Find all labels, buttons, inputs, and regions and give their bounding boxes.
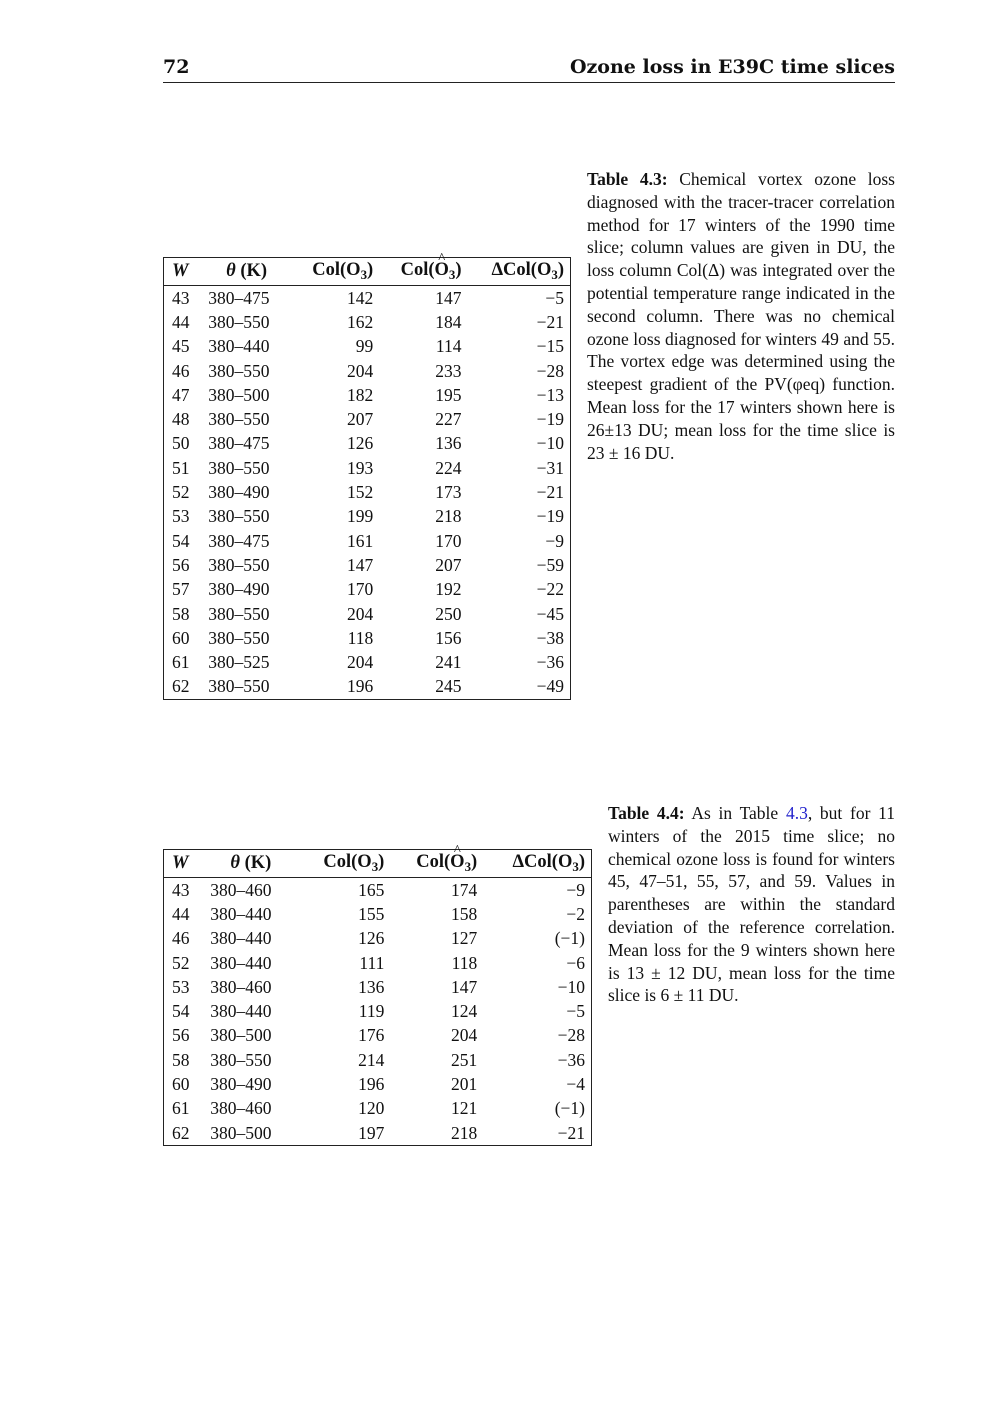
winter-cell: 46 bbox=[172, 360, 190, 381]
delta-col-cell: (−1) bbox=[554, 928, 585, 949]
table-body bbox=[164, 286, 571, 700]
delta-col-cell: −19 bbox=[536, 506, 564, 527]
table-row bbox=[164, 602, 571, 626]
theta-range-cell: 380–550 bbox=[208, 603, 270, 624]
header-winter bbox=[164, 850, 205, 878]
header-delta-col-prefix: ΔCol(O bbox=[491, 260, 552, 281]
col-o3-cell: 152 bbox=[346, 482, 374, 503]
delta-col-cell: −38 bbox=[536, 627, 564, 648]
table-row bbox=[164, 1097, 592, 1121]
table-row bbox=[164, 383, 571, 407]
theta-range-cell: 380–440 bbox=[210, 952, 272, 973]
header-col-o3-close: ) bbox=[378, 852, 385, 873]
col-o3-hat-cell: 184 bbox=[435, 311, 462, 332]
table-row bbox=[164, 999, 592, 1023]
col-o3-hat-cell: 156 bbox=[435, 627, 462, 648]
col-o3-cell: 197 bbox=[358, 1122, 385, 1143]
col-o3-hat-cell: 251 bbox=[450, 1049, 478, 1070]
header-delta-col-close: ) bbox=[557, 260, 564, 281]
col-o3-cell: 170 bbox=[346, 579, 374, 600]
col-o3-cell: 147 bbox=[346, 554, 374, 575]
winter-cell: 47 bbox=[172, 384, 190, 405]
header-delta-col bbox=[483, 850, 591, 878]
header-col-o3-hat-prefix: Col( bbox=[400, 260, 435, 281]
col-o3-cell: 214 bbox=[358, 1049, 385, 1070]
table-row bbox=[164, 975, 592, 999]
winter-cell: 56 bbox=[172, 1025, 190, 1046]
delta-col-cell: −36 bbox=[536, 652, 564, 673]
col-o3-cell: 204 bbox=[346, 603, 374, 624]
header-theta bbox=[204, 850, 297, 878]
header-winter-label: W bbox=[172, 261, 189, 281]
winter-cell: 61 bbox=[172, 652, 190, 673]
table-header-row bbox=[164, 258, 571, 286]
table-row bbox=[164, 1048, 592, 1072]
theta-range-cell: 380–475 bbox=[208, 287, 270, 308]
header-theta bbox=[202, 258, 291, 286]
delta-col-cell: −22 bbox=[536, 579, 564, 600]
col-o3-hat-cell: 170 bbox=[435, 530, 462, 551]
theta-range-cell: 380–525 bbox=[208, 652, 270, 673]
delta-col-cell: −6 bbox=[566, 952, 585, 973]
header-col-o3-hat bbox=[390, 850, 483, 878]
col-o3-cell: 196 bbox=[358, 1074, 385, 1095]
header-col-o3-hat-o: ^ O bbox=[435, 260, 449, 281]
caption-label: Table 4.3: bbox=[587, 169, 668, 189]
theta-range-cell: 380–460 bbox=[210, 879, 272, 900]
theta-range-cell: 380–550 bbox=[208, 409, 270, 430]
winter-cell: 53 bbox=[172, 506, 190, 527]
col-o3-hat-cell: 124 bbox=[450, 1001, 478, 1022]
header-col-o3-sub: 3 bbox=[360, 266, 368, 282]
table-row bbox=[164, 878, 592, 903]
delta-col-cell: −36 bbox=[557, 1049, 585, 1070]
delta-col-cell: −28 bbox=[536, 360, 564, 381]
col-o3-cell: 155 bbox=[358, 903, 385, 924]
theta-range-cell: 380–440 bbox=[210, 928, 272, 949]
header-col-o3-hat-sub: 3 bbox=[448, 266, 456, 282]
col-o3-hat-cell: 121 bbox=[450, 1098, 478, 1119]
winter-cell: 51 bbox=[172, 457, 190, 478]
col-o3-hat-cell: 204 bbox=[450, 1025, 478, 1046]
header-col-o3-sub: 3 bbox=[371, 858, 379, 874]
winter-cell: 58 bbox=[172, 603, 190, 624]
col-o3-cell: 120 bbox=[358, 1098, 385, 1119]
table-row bbox=[164, 407, 571, 431]
table-row bbox=[164, 578, 571, 602]
col-o3-cell: 162 bbox=[346, 311, 374, 332]
table-row bbox=[164, 675, 571, 700]
winter-cell: 56 bbox=[172, 554, 190, 575]
header-theta-symbol: θ bbox=[226, 261, 236, 281]
winter-cell: 62 bbox=[172, 1122, 190, 1143]
col-o3-hat-cell: 250 bbox=[435, 603, 462, 624]
col-o3-hat-cell: 233 bbox=[435, 360, 462, 381]
col-o3-hat-cell: 174 bbox=[450, 879, 478, 900]
col-o3-hat-cell: 218 bbox=[435, 506, 462, 527]
delta-col-cell: −49 bbox=[536, 676, 564, 697]
header-col-o3-hat-sub: 3 bbox=[464, 858, 472, 874]
col-o3-hat-cell: 173 bbox=[435, 482, 462, 503]
table-row bbox=[164, 650, 571, 674]
table-row bbox=[164, 626, 571, 650]
col-o3-cell: 111 bbox=[359, 952, 385, 973]
table-row bbox=[164, 359, 571, 383]
col-o3-cell: 204 bbox=[346, 652, 374, 673]
col-o3-hat-cell: 201 bbox=[450, 1074, 478, 1095]
header-col-o3-prefix: Col(O bbox=[312, 260, 361, 281]
winter-cell: 62 bbox=[172, 676, 190, 697]
header-delta-col-prefix: ΔCol(O bbox=[512, 852, 573, 873]
theta-range-cell: 380–475 bbox=[208, 433, 270, 454]
theta-range-cell: 380–550 bbox=[210, 1049, 272, 1070]
header-theta-unit: (K) bbox=[239, 853, 272, 873]
winter-cell: 54 bbox=[172, 1001, 190, 1022]
winter-cell: 43 bbox=[172, 287, 190, 308]
col-o3-cell: 165 bbox=[358, 879, 385, 900]
theta-range-cell: 380–490 bbox=[208, 579, 270, 600]
header-delta-col-close: ) bbox=[578, 852, 585, 873]
col-o3-cell: 193 bbox=[346, 457, 374, 478]
table-caption-4-3 bbox=[587, 168, 895, 464]
delta-col-cell: −28 bbox=[557, 1025, 585, 1046]
winter-cell: 60 bbox=[172, 627, 190, 648]
winter-cell: 57 bbox=[172, 579, 190, 600]
table-row bbox=[164, 1024, 592, 1048]
winter-cell: 58 bbox=[172, 1049, 190, 1070]
page-number: 72 bbox=[163, 56, 190, 78]
header-winter bbox=[164, 258, 203, 286]
table-row bbox=[164, 456, 571, 480]
header-theta-symbol: θ bbox=[230, 853, 240, 873]
caption-label: Table 4.4: bbox=[608, 803, 685, 823]
theta-range-cell: 380–550 bbox=[208, 627, 270, 648]
col-o3-cell: 99 bbox=[355, 336, 374, 357]
col-o3-cell: 199 bbox=[346, 506, 374, 527]
col-o3-hat-cell: 147 bbox=[435, 287, 462, 308]
col-o3-hat-cell: 192 bbox=[435, 579, 462, 600]
header-delta-col bbox=[468, 258, 571, 286]
delta-col-cell: −10 bbox=[557, 976, 585, 997]
theta-range-cell: 380–550 bbox=[208, 311, 270, 332]
ozone-loss-table-1990 bbox=[163, 257, 571, 700]
header-col-o3-hat-close: ) bbox=[455, 260, 462, 281]
winter-cell: 48 bbox=[172, 409, 190, 430]
header-col-o3 bbox=[291, 258, 379, 286]
header-col-o3 bbox=[297, 850, 390, 878]
col-o3-hat-cell: 227 bbox=[435, 409, 462, 430]
col-o3-cell: 119 bbox=[358, 1001, 385, 1022]
winter-cell: 44 bbox=[172, 903, 190, 924]
winter-cell: 50 bbox=[172, 433, 190, 454]
table-caption-4-4 bbox=[608, 802, 895, 1007]
theta-range-cell: 380–500 bbox=[208, 384, 270, 405]
theta-range-cell: 380–490 bbox=[210, 1074, 272, 1095]
winter-cell: 61 bbox=[172, 1098, 190, 1119]
header-delta-col-sub: 3 bbox=[551, 266, 558, 282]
table-reference-link[interactable]: 4.3 bbox=[785, 803, 808, 823]
delta-col-cell: −4 bbox=[566, 1074, 585, 1095]
table-row bbox=[164, 529, 571, 553]
col-o3-hat-cell: 114 bbox=[435, 336, 462, 357]
delta-col-cell: −13 bbox=[536, 384, 564, 405]
table-row bbox=[164, 1121, 592, 1146]
delta-col-cell: −15 bbox=[536, 336, 564, 357]
col-o3-hat-cell: 224 bbox=[435, 457, 462, 478]
col-o3-hat-cell: 245 bbox=[435, 676, 462, 697]
col-o3-hat-cell: 218 bbox=[450, 1122, 478, 1143]
caption-text-before-ref: As in Table bbox=[691, 803, 779, 823]
theta-range-cell: 380–550 bbox=[208, 676, 270, 697]
running-title: Ozone loss in E39C time slices bbox=[569, 56, 895, 78]
col-o3-cell: 142 bbox=[346, 287, 374, 308]
theta-range-cell: 380–440 bbox=[208, 336, 270, 357]
header-col-o3-hat-o: ^ O bbox=[450, 852, 464, 873]
col-o3-hat-cell: 147 bbox=[450, 976, 478, 997]
col-o3-cell: 182 bbox=[346, 384, 374, 405]
col-o3-cell: 176 bbox=[358, 1025, 385, 1046]
table-row bbox=[164, 310, 571, 334]
winter-cell: 52 bbox=[172, 952, 190, 973]
header-col-o3-hat bbox=[379, 258, 467, 286]
col-o3-cell: 136 bbox=[358, 976, 385, 997]
theta-range-cell: 380–460 bbox=[210, 976, 272, 997]
theta-range-cell: 380–475 bbox=[208, 530, 270, 551]
col-o3-hat-cell: 241 bbox=[435, 652, 462, 673]
table-row bbox=[164, 927, 592, 951]
delta-col-cell: −19 bbox=[536, 409, 564, 430]
table-header-row bbox=[164, 850, 592, 878]
delta-col-cell: −9 bbox=[566, 879, 585, 900]
caption-text-after-ref: , but for 11 winters of the 2015 time slice; no chemical ozone loss is found for winters 45, 47–51, 55, 57, and 59. Values in parentheses are within the standard deviation of the reference correlation. Mean loss for the 9 winters shown here is 13 ± 12 DU, mean loss for the time slice is 6 ± 11 DU. bbox=[608, 803, 895, 1006]
delta-col-cell: −9 bbox=[545, 530, 564, 551]
col-o3-cell: 196 bbox=[346, 676, 374, 697]
theta-range-cell: 380–550 bbox=[208, 554, 270, 575]
caption-text: Chemical vortex ozone loss diagnosed with the tracer-tracer correlation method for 17 winters of the 1990 time slice; column values are given in DU, the loss column Col(Δ) was integrated over the potential temperature range indicated in the second column. There was no chemical ozone loss diagnosed for winters 49 and 55. The vortex edge was determined using the steepest gradient of the PV(φeq) function. Mean loss for the 17 winters shown here is 26±13 DU; mean loss for the time slice is 23 ± 16 DU. bbox=[587, 169, 895, 463]
col-o3-cell: 207 bbox=[346, 409, 374, 430]
theta-range-cell: 380–550 bbox=[208, 457, 270, 478]
delta-col-cell: −10 bbox=[536, 433, 564, 454]
winter-cell: 45 bbox=[172, 336, 190, 357]
col-o3-hat-cell: 158 bbox=[450, 903, 478, 924]
col-o3-cell: 126 bbox=[358, 928, 385, 949]
col-o3-hat-cell: 118 bbox=[451, 952, 478, 973]
table-row bbox=[164, 335, 571, 359]
table-row bbox=[164, 951, 592, 975]
delta-col-cell: −31 bbox=[536, 457, 564, 478]
col-o3-hat-cell: 136 bbox=[435, 433, 462, 454]
table-row bbox=[164, 505, 571, 529]
theta-range-cell: 380–550 bbox=[208, 506, 270, 527]
header-delta-col-sub: 3 bbox=[572, 858, 579, 874]
table-row bbox=[164, 902, 592, 926]
delta-col-cell: −21 bbox=[536, 311, 564, 332]
header-col-o3-hat-close: ) bbox=[471, 852, 478, 873]
col-o3-hat-cell: 207 bbox=[435, 554, 462, 575]
winter-cell: 60 bbox=[172, 1074, 190, 1095]
theta-range-cell: 380–550 bbox=[208, 360, 270, 381]
header-col-o3-hat-prefix: Col( bbox=[416, 852, 451, 873]
table-row bbox=[164, 480, 571, 504]
theta-range-cell: 380–490 bbox=[208, 482, 270, 503]
table-row bbox=[164, 1072, 592, 1096]
col-o3-cell: 204 bbox=[346, 360, 374, 381]
ozone-loss-table-2015 bbox=[163, 849, 592, 1146]
table-row bbox=[164, 286, 571, 311]
col-o3-cell: 118 bbox=[347, 627, 374, 648]
winter-cell: 53 bbox=[172, 976, 190, 997]
delta-col-cell: (−1) bbox=[554, 1098, 585, 1119]
theta-range-cell: 380–500 bbox=[210, 1122, 272, 1143]
theta-range-cell: 380–440 bbox=[210, 1001, 272, 1022]
theta-range-cell: 380–500 bbox=[210, 1025, 272, 1046]
winter-cell: 44 bbox=[172, 311, 190, 332]
delta-col-cell: −5 bbox=[566, 1001, 585, 1022]
delta-col-cell: −2 bbox=[566, 903, 585, 924]
delta-col-cell: −45 bbox=[536, 603, 564, 624]
header-col-o3-close: ) bbox=[367, 260, 374, 281]
winter-cell: 46 bbox=[172, 928, 190, 949]
table-body bbox=[164, 878, 592, 1146]
delta-col-cell: −21 bbox=[536, 482, 564, 503]
header-winter-label: W bbox=[172, 853, 189, 873]
table-row bbox=[164, 432, 571, 456]
delta-col-cell: −21 bbox=[557, 1122, 585, 1143]
delta-col-cell: −5 bbox=[545, 287, 564, 308]
winter-cell: 43 bbox=[172, 879, 190, 900]
col-o3-cell: 161 bbox=[346, 530, 374, 551]
header-theta-unit: (K) bbox=[235, 261, 268, 281]
col-o3-hat-cell: 195 bbox=[435, 384, 462, 405]
winter-cell: 54 bbox=[172, 530, 190, 551]
delta-col-cell: −59 bbox=[536, 554, 564, 575]
col-o3-hat-cell: 127 bbox=[450, 928, 478, 949]
col-o3-cell: 126 bbox=[346, 433, 374, 454]
theta-range-cell: 380–460 bbox=[210, 1098, 272, 1119]
winter-cell: 52 bbox=[172, 482, 190, 503]
table-row bbox=[164, 553, 571, 577]
theta-range-cell: 380–440 bbox=[210, 903, 272, 924]
page-header bbox=[163, 56, 895, 83]
header-col-o3-prefix: Col(O bbox=[323, 852, 372, 873]
